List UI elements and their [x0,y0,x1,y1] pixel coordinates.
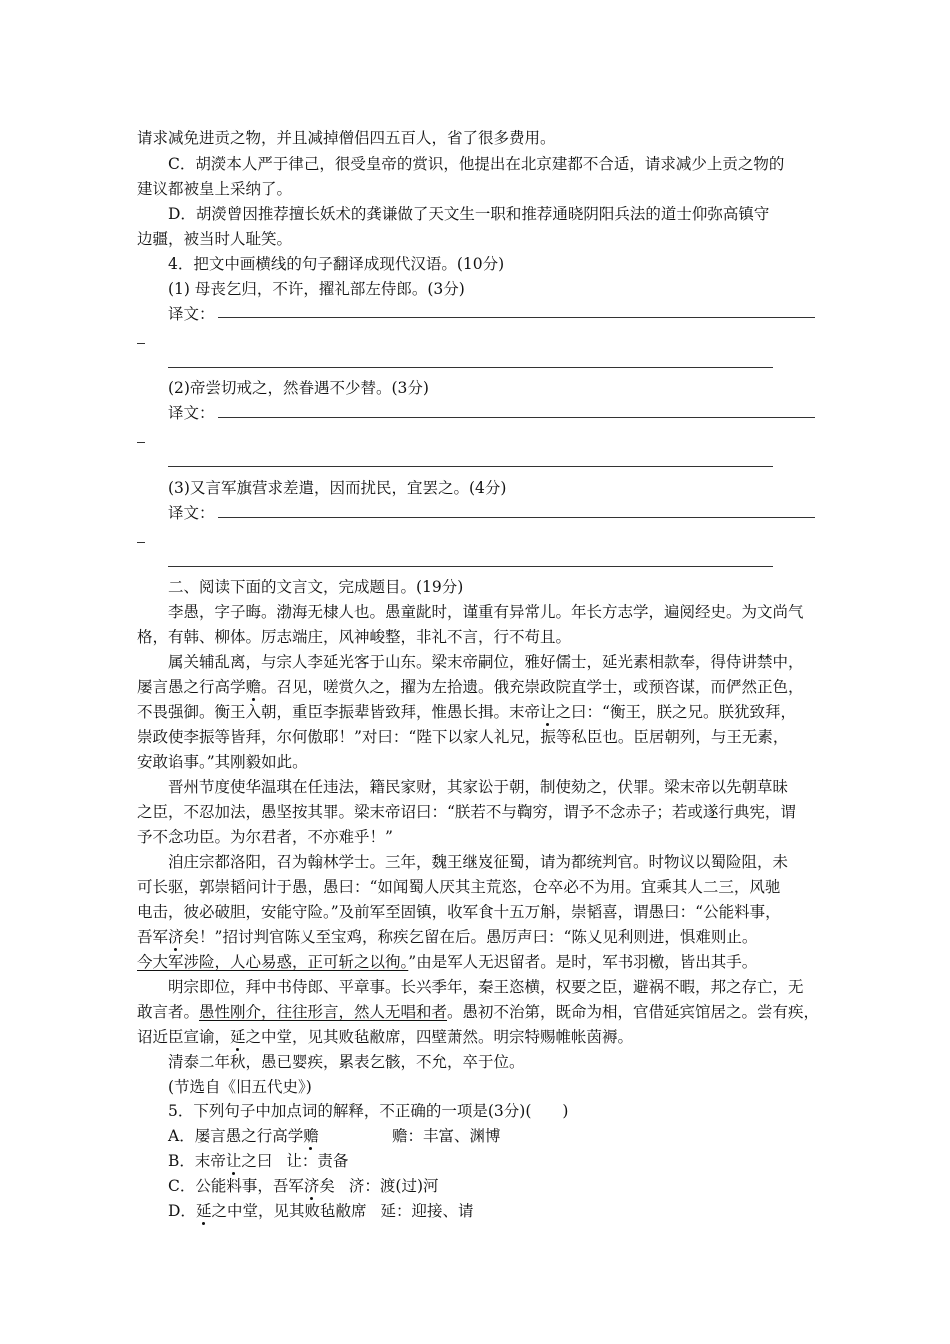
option-c-line-2: 建议都被皇上采纳了。 [137,180,293,198]
answer-line[interactable] [168,367,773,368]
answer-line[interactable] [218,517,815,518]
passage-line: 安敢谄事。”其刚毅如此。 [137,753,308,771]
translation-label-3: 译文： [168,504,215,522]
answer-line[interactable] [168,566,773,567]
question-4-title: 4．把文中画横线的句子翻译成现代汉语。(10分) [168,255,505,273]
passage-line: 明宗即位，拜中书侍郎、平章事。长兴季年，秦王恣横，权要之臣，避祸不暇，邦之存亡，无 [168,978,804,996]
passage-line: 诏近臣宣谕，延之中堂，见其败毡敝席，四壁萧然。明宗特赐帷帐茵褥。 [137,1028,634,1046]
option-b-gloss: 让：责备 [286,1152,349,1170]
option-c-gloss: 济：渡(过)河 [348,1177,439,1195]
passage-line: 属关辅乱离，与宗人李延光客于山东。梁末帝嗣位，雅好儒士，延光素相款奉，得侍讲禁中， [168,653,804,671]
dotted-word: 让 [540,703,556,721]
passage-source: (节选自《旧五代史》) [168,1078,312,1096]
underlined-sentence: 今大军涉险，人心易惑，正可斩之以徇。 [137,953,409,971]
passage-line: 格，有韩、柳体。厉志端庄，风神峻整，非礼不言，行不苟且。 [137,628,572,646]
passage-line: 不畏强御。衡王入朝，重臣李振辈皆致拜，惟愚长揖。末帝让之曰：“衡王，朕之兄。朕犹致拜， [137,703,796,721]
passage-line: 今大军涉险，人心易惑，正可斩之以徇。”由是军人无迟留者。是时，军书羽檄，皆出其手。 [137,953,758,971]
passage-line: 李愚，字子晦。渤海无棣人也。愚童龀时，谨重有异常儿。年长方志学，遍阅经史。为文尚气 [168,603,804,621]
option-d-line-2: 边疆，被当时人耻笑。 [137,230,293,248]
dotted-word: 济 [303,1177,320,1195]
answer-line[interactable] [218,417,815,418]
passage-line: 崇政使李振等皆拜，尔何傲耶！”对曰：“陛下以家人礼兄，振等私臣也。臣居朝列，与王无素， [137,728,789,746]
option-d-gloss: 延：迎接、请 [380,1202,474,1220]
option-b: B．末帝让之曰 让：责备 [168,1152,349,1170]
passage-line: 晋州节度使华温琪在任违法，籍民家财，其家讼于朝，制使劾之，伏罪。梁末帝以先朝草昧 [168,778,789,796]
passage-line: 吾军济矣！”招讨判官陈乂至宝鸡，称疾乞留在后。愚厉声曰：“陈乂见利则进，惧难则止。 [137,928,758,946]
dotted-word: 济 [168,928,184,946]
option-c: C．公能料事，吾军济矣 济：渡(过)河 [168,1177,439,1195]
section-heading: 二、阅读下面的文言文，完成题目。(19分) [168,578,464,596]
translation-label-1: 译文： [168,305,215,323]
passage-line: 予不念功臣。为尔君者，不亦难乎！” [137,828,393,846]
dotted-word: 赡 [303,1127,319,1145]
underlined-sentence: 愚性刚介，往往形言，然人无唱和者 [199,1003,448,1021]
passage-line: 电击，彼必破胆，安能守险。”及前军至固镇，收军食十五万斛，崇韬喜，谓愚曰：“公能料事， [137,903,781,921]
answer-line[interactable] [168,466,773,467]
option-c-line-1: C．胡濙本人严于律己，很受皇帝的赏识，他提出在北京建都不合适，请求减少上贡之物的 [168,155,785,173]
passage-line: 之臣，不忍加法，愚坚按其罪。梁末帝诏曰：“朕若不与鞫穷，谓予不念赤子；若或遂行典宪，谓 [137,803,796,821]
passage-line: 可长驱，郭崇韬问计于愚，愚曰：“如闻蜀人厌其主荒恣，仓卒必不为用。宜乘其人二三，风驰 [137,878,781,896]
passage-line: 敢言者。愚性刚介，往往形言，然人无唱和者。愚初不治第，既命为相，官借延宾馆居之。尝有疾， [137,1003,820,1021]
translation-label-2: 译文： [168,404,215,422]
option-d: D．延之中堂，见其败毡敝席 延：迎接、请 [168,1202,474,1220]
question-5-title: 5．下列句子中加点词的解释，不正确的一项是(3分)( ) [168,1102,569,1120]
dotted-word: 延 [195,1202,212,1220]
question-4-sentence-2: (2)帝尝切戒之，然眷遇不少替。(3分) [168,379,429,397]
answer-dash [137,442,145,443]
question-4-sentence-3: (3)又言军旗营求差遣，因而扰民，宜罢之。(4分) [168,479,507,497]
option-b-continuation: 请求减免进贡之物，并且减掉僧侣四五百人，省了很多费用。 [137,129,556,147]
option-a-gloss: 赡：丰富、渊博 [392,1127,501,1145]
question-4-sentence-1: (1) 母丧乞归，不许，擢礼部左侍郎。(3分) [168,280,465,298]
dotted-word: 延 [230,1028,246,1046]
option-a: A．屡言愚之行高学赡 [168,1127,319,1145]
passage-line: 清泰二年秋，愚已婴疾，累表乞骸，不允，卒于位。 [168,1053,525,1071]
answer-dash [137,542,145,543]
passage-line: 屡言愚之行高学赡。召见，嗟赏久之，擢为左拾遗。俄充崇政院直学士，或预咨谋，而俨然正色， [137,678,804,696]
answer-dash [137,343,145,344]
dotted-word: 赡 [245,678,262,696]
dotted-word: 让 [225,1152,242,1170]
option-d-line-1: D．胡濙曾因推荐擅长妖术的龚谦做了天文生一职和推荐通晓阴阳兵法的道士仰弥高镇守 [168,205,770,223]
passage-line: 洎庄宗都洛阳，召为翰林学士。三年，魏王继岌征蜀，请为都统判官。时物议以蜀险阻，未 [168,853,789,871]
answer-line[interactable] [218,317,815,318]
